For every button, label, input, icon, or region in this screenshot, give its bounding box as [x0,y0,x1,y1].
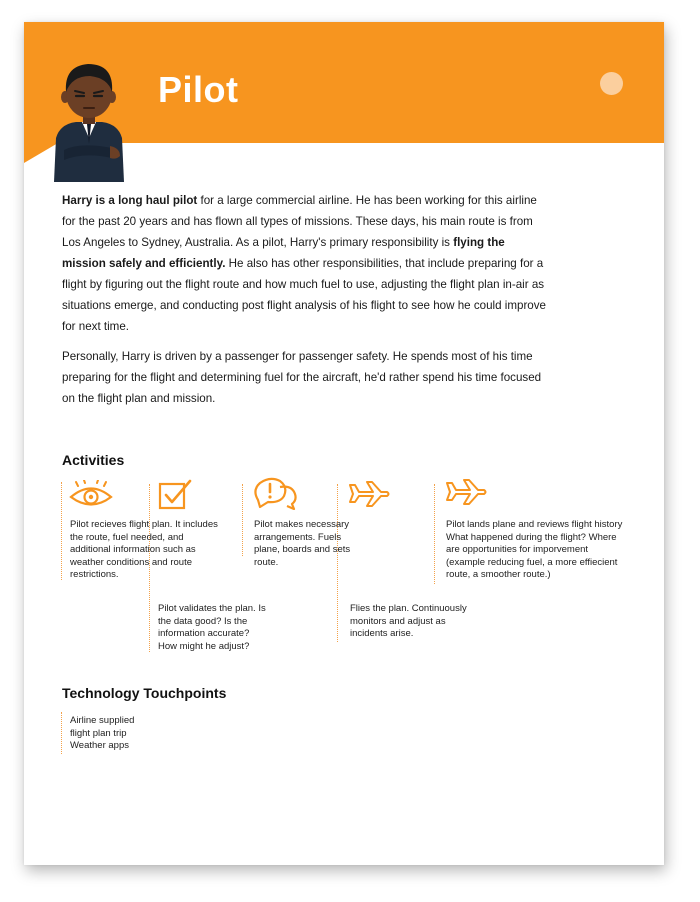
technology-heading: Technology Touchpoints [62,685,227,701]
timeline-line [242,484,243,556]
list-item: Airline supplied [70,715,135,726]
alert-chat-icon [252,476,298,510]
intro-bold-responsibility: flying the mission safely and efficiently. [62,236,505,270]
timeline-line [434,484,435,584]
pilot-avatar-icon [50,52,128,182]
airplane-landing-icon [444,478,490,508]
intro-paragraph-2: Personally, Harry is driven by a passenger for passenger safety. He spends most of his time preparing for the flight and determining fuel for the aircraft, he'd rather spend his time focused on the flight plan and mission. [62,350,542,405]
activity-3-text: Pilot makes necessary arrangements. Fuels plane, boards and sets route. [254,519,351,568]
intro-bold-lead: Harry is a long haul pilot [62,194,198,207]
timeline-line [61,482,62,580]
checkbox-icon [158,478,194,510]
technology-list [70,715,134,753]
activity-4-text: Flies the plan. Continuously monitors and adjust as incidents arise. [350,603,467,640]
intro-paragraph-1 [62,190,550,337]
airplane-icon [347,480,391,508]
activity-5-text: Pilot lands plane and reviews flight history What happened during the flight? Where are opportunities for imporvement (example reducing fuel, a more effiecient route, a smoother route.) [446,519,623,581]
activities-heading: Activities [62,452,125,468]
intro-text-2: He also has other responsibilities, that include preparing for a flight by figuring out the flight route and how much fuel to use, adjusting the flight plan in-air as situations emerge, and conducting post flight analysis of his flight to see how he could improve for next time. [62,257,546,333]
activity-2-text: Pilot validates the plan. Is the data good? Is the information accurate? How might he adjust? [158,603,266,652]
persona-description [62,190,550,418]
eye-icon [68,480,114,510]
decorative-dot [600,72,623,95]
list-item: Weather apps [70,740,129,752]
list-item: flight plan trip [70,727,127,739]
persona-page [24,22,664,865]
intro-text-1: for a large commercial airline. He has been working for this airline for the past 20 years and has flown all types of missions. These days, his main route is from Los Angeles to Sydney, Australia. As a pilot, Harry's primary responsibility is [62,194,537,249]
tech-line [61,712,62,754]
activity-1-text: Pilot recieves flight plan. It includes the route, fuel needed, and additional information such as weather conditions and route restrictions. [70,519,218,581]
page-title: Pilot [158,69,239,110]
